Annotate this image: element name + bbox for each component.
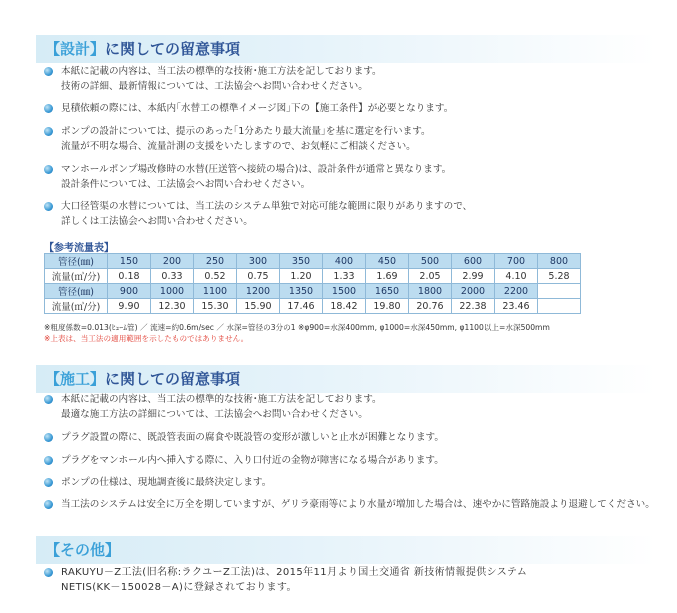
flow-table-cell: 2200 bbox=[495, 284, 538, 299]
bullet-icon bbox=[44, 395, 53, 404]
flow-table-cell: 450 bbox=[366, 254, 409, 269]
flow-table-cell: 1650 bbox=[366, 284, 409, 299]
flow-table-cell: 4.10 bbox=[495, 269, 538, 284]
design-section-header bbox=[36, 35, 656, 63]
flow-table-row bbox=[45, 299, 581, 314]
flow-table-cell: 200 bbox=[151, 254, 194, 269]
flow-table-cell: 1000 bbox=[151, 284, 194, 299]
flow-table-title: 【参考流量表】 bbox=[44, 243, 114, 254]
design-note-item: 本紙に記載の内容は、当工法の標準的な技術･施工方法を記しております。 技術の詳細、最新情報については、工法協会へお問い合わせください。 bbox=[44, 64, 664, 94]
flow-table-cell bbox=[538, 299, 581, 314]
flow-table-cell bbox=[538, 284, 581, 299]
design-note-item: 見積依頼の際には、本紙内｢水替工の標準イメージ図｣下の【施工条件】が必要となります。 bbox=[44, 101, 664, 116]
construction-note-item: プラグ設置の際に、既設管表面の腐食や既設管の変形が激しいと止水が困難となります。 bbox=[44, 430, 664, 445]
flow-table-cell: 15.90 bbox=[237, 299, 280, 314]
construction-note-item: 当工法のシステムは安全に万全を期していますが、ゲリラ豪雨等により水量が増加した場合は、速やかに管路施設より退避してください。 bbox=[44, 497, 664, 512]
flow-table-note-red: ※上表は、当工法の適用範囲を示したものではありません。 bbox=[44, 334, 249, 343]
flow-table-row-label: 管径(㎜) bbox=[45, 284, 108, 299]
flow-table-cell: 1100 bbox=[194, 284, 237, 299]
flow-table-cell: 350 bbox=[280, 254, 323, 269]
bullet-icon bbox=[44, 202, 53, 211]
design-note-item: ポンプの設計については、提示のあった｢1分あたり最大流量｣を基に選定を行います。 流量が不明な場合、流量計測の支援をいたしますので、お気軽にご相談ください。 bbox=[44, 124, 664, 154]
flow-table-row bbox=[45, 254, 581, 269]
flow-table-cell: 20.76 bbox=[409, 299, 452, 314]
design-title-keyword: 設計 bbox=[60, 40, 91, 58]
flow-table-cell: 0.52 bbox=[194, 269, 237, 284]
construction-title-keyword: 施工 bbox=[60, 370, 91, 388]
other-note-item: RAKUYU－Z工法(旧名称:ラクユーZ工法)は、2015年11月より国土交通省 新技術情報提供システム NETIS(KK－150028－A)に登録されております。 bbox=[44, 565, 664, 595]
bullet-icon bbox=[44, 500, 53, 509]
bullet-icon bbox=[44, 568, 53, 577]
flow-table-cell: 400 bbox=[323, 254, 366, 269]
flow-table-cell: 1.20 bbox=[280, 269, 323, 284]
flow-table-cell: 0.33 bbox=[151, 269, 194, 284]
flow-table-cell: 800 bbox=[538, 254, 581, 269]
other-title-keyword: その他 bbox=[60, 541, 106, 559]
flow-table-cell: 17.46 bbox=[280, 299, 323, 314]
flow-table-cell: 0.75 bbox=[237, 269, 280, 284]
flow-table-cell: 1500 bbox=[323, 284, 366, 299]
other-section-title: 【その他】 bbox=[45, 541, 121, 559]
construction-note-item: プラグをマンホール内へ挿入する際に、入り口付近の金物が障害になる場合があります。 bbox=[44, 453, 664, 468]
flow-table-cell: 500 bbox=[409, 254, 452, 269]
flow-table-cell: 5.28 bbox=[538, 269, 581, 284]
flow-table-cell: 18.42 bbox=[323, 299, 366, 314]
flow-table-row bbox=[45, 284, 581, 299]
flow-table-cell: 15.30 bbox=[194, 299, 237, 314]
design-note-item: 大口径管渠の水替については、当工法のシステム単独で対応可能な範囲に限りがありますので、 詳しくは工法協会へお問い合わせください。 bbox=[44, 199, 664, 229]
bullet-icon bbox=[44, 433, 53, 442]
flow-table-cell: 1800 bbox=[409, 284, 452, 299]
flow-table-cell: 2000 bbox=[452, 284, 495, 299]
design-note-item: マンホールポンプ場改修時の水替(圧送管へ接続の場合)は、設計条件が通常と異なります。 設計条件については、工法協会へお問い合わせください。 bbox=[44, 162, 664, 192]
construction-section-title: 【施工】に関しての留意事項 bbox=[45, 370, 241, 388]
flow-table-row-label: 流量(㎥/分) bbox=[45, 269, 108, 284]
design-section-title: 【設計】に関しての留意事項 bbox=[45, 40, 241, 58]
flow-table-note: ※粗度係数=0.013(ﾋｭｰﾑ管) ／ 流速=約0.6m/sec ／ 水深=管径の3分の1 ※φ900=水深400mm, φ1000=水深450mm, φ1100以上=水深500mm bbox=[44, 323, 550, 332]
flow-table-cell: 12.30 bbox=[151, 299, 194, 314]
flow-table-cell: 250 bbox=[194, 254, 237, 269]
flow-table-cell: 22.38 bbox=[452, 299, 495, 314]
flow-table-cell: 2.05 bbox=[409, 269, 452, 284]
bullet-icon bbox=[44, 67, 53, 76]
flow-table-cell: 700 bbox=[495, 254, 538, 269]
flow-table-row bbox=[45, 269, 581, 284]
other-section-header bbox=[36, 536, 656, 564]
bullet-icon bbox=[44, 456, 53, 465]
bullet-icon bbox=[44, 165, 53, 174]
flow-table-cell: 9.90 bbox=[108, 299, 151, 314]
construction-note-item: 本紙に記載の内容は、当工法の標準的な技術･施工方法を記しております。 最適な施工方法の詳細については、工法協会へお問い合わせください。 bbox=[44, 392, 664, 422]
flow-table-cell: 2.99 bbox=[452, 269, 495, 284]
flow-table-cell: 900 bbox=[108, 284, 151, 299]
construction-note-item: ポンプの仕様は、現地調査後に最終決定します。 bbox=[44, 475, 664, 490]
flow-table-cell: 23.46 bbox=[495, 299, 538, 314]
flow-table-row-label: 流量(㎥/分) bbox=[45, 299, 108, 314]
flow-table-row-label: 管径(㎜) bbox=[45, 254, 108, 269]
flow-table-cell: 0.18 bbox=[108, 269, 151, 284]
flow-table-cell: 19.80 bbox=[366, 299, 409, 314]
construction-section-header bbox=[36, 365, 656, 393]
flow-table-cell: 600 bbox=[452, 254, 495, 269]
flow-table-cell: 300 bbox=[237, 254, 280, 269]
flow-table-cell: 150 bbox=[108, 254, 151, 269]
bullet-icon bbox=[44, 104, 53, 113]
flow-table bbox=[44, 253, 581, 314]
flow-table-cell: 1.33 bbox=[323, 269, 366, 284]
flow-table-cell: 1350 bbox=[280, 284, 323, 299]
flow-table-cell: 1.69 bbox=[366, 269, 409, 284]
flow-table-cell: 1200 bbox=[237, 284, 280, 299]
bullet-icon bbox=[44, 127, 53, 136]
bullet-icon bbox=[44, 478, 53, 487]
